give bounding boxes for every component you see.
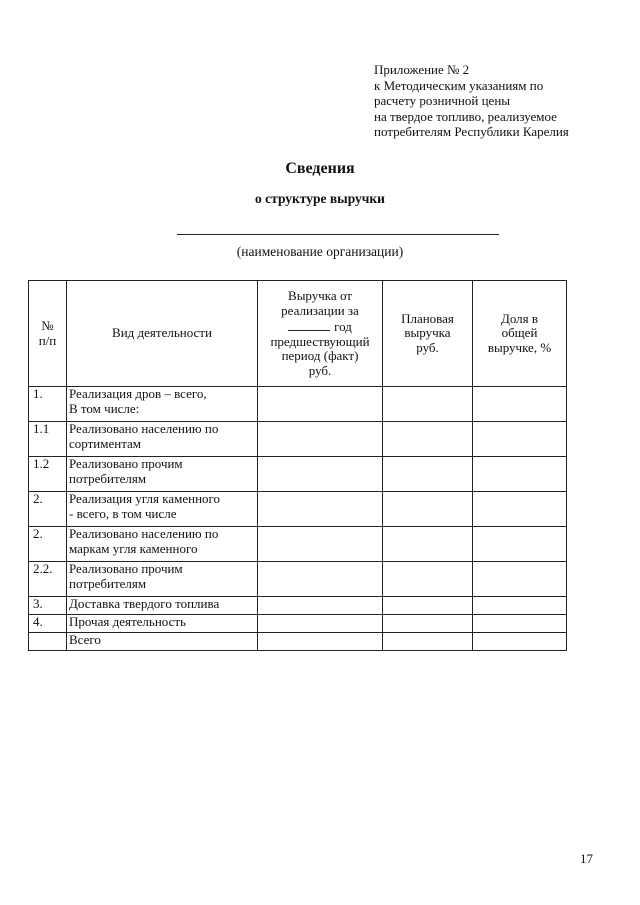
row-number: 1.	[29, 387, 67, 422]
activity-text: В том числе:	[69, 400, 140, 416]
cell-revenue-fact[interactable]	[258, 562, 383, 597]
cell-share[interactable]	[473, 457, 567, 492]
year-blank	[288, 318, 330, 331]
header-number	[29, 281, 67, 387]
header-text: общей	[501, 325, 538, 341]
cell-planned-revenue[interactable]	[383, 492, 473, 527]
activity-text: маркам угля каменного	[69, 540, 198, 556]
header-text: руб.	[308, 362, 332, 378]
row-number: 1.2	[29, 457, 67, 492]
activity-text: Реализовано населению по	[69, 421, 219, 436]
cell-planned-revenue[interactable]	[383, 597, 473, 615]
appendix-note	[374, 62, 569, 140]
row-activity: Доставка твердого топлива	[67, 597, 258, 615]
page-number: 17	[580, 851, 593, 866]
header-revenue-fact	[258, 281, 383, 387]
header-text: предшествующий	[270, 333, 370, 349]
cell-planned-revenue[interactable]	[383, 633, 473, 651]
table-row	[29, 597, 567, 615]
cell-revenue-fact[interactable]	[258, 387, 383, 422]
document-title: Сведения	[285, 160, 355, 177]
cell-share[interactable]	[473, 633, 567, 651]
cell-planned-revenue[interactable]	[383, 387, 473, 422]
cell-planned-revenue[interactable]	[383, 615, 473, 633]
row-activity	[67, 492, 258, 527]
cell-share[interactable]	[473, 387, 567, 422]
cell-revenue-fact[interactable]	[258, 615, 383, 633]
row-number: 2.2.	[29, 562, 67, 597]
cell-revenue-fact[interactable]	[258, 527, 383, 562]
table-row	[29, 422, 567, 457]
row-activity: Прочая деятельность	[67, 615, 258, 633]
organization-name-line	[177, 234, 499, 235]
activity-text: Реализовано населению по	[69, 526, 219, 541]
cell-planned-revenue[interactable]	[383, 422, 473, 457]
cell-share[interactable]	[473, 492, 567, 527]
row-activity	[67, 422, 258, 457]
cell-revenue-fact[interactable]	[258, 492, 383, 527]
table-row	[29, 387, 567, 422]
row-number: 4.	[29, 615, 67, 633]
header-activity: Вид деятельности	[67, 281, 258, 387]
row-number: 2.	[29, 492, 67, 527]
header-text: Выручка от	[288, 288, 352, 303]
activity-text: Реализация угля каменного	[69, 491, 221, 506]
row-activity	[67, 527, 258, 562]
header-text: период (факт)	[281, 348, 359, 363]
activity-text: Реализация дров – всего,	[69, 386, 207, 401]
appendix-line: к Методическим указаниям по	[374, 77, 544, 93]
header-text: Плановая	[401, 310, 454, 326]
header-text: выручка	[404, 325, 451, 341]
header-text: реализации за	[281, 302, 359, 318]
cell-planned-revenue[interactable]	[383, 527, 473, 562]
activity-text: - всего, в том числе	[69, 505, 177, 521]
table-row	[29, 492, 567, 527]
activity-text: Реализовано прочим	[69, 561, 183, 576]
table-row	[29, 562, 567, 597]
document-subtitle: о структуре выручки	[255, 191, 385, 206]
appendix-line: потребителям Республики Карелия	[374, 124, 569, 140]
cell-revenue-fact[interactable]	[258, 633, 383, 651]
header-text: Доля в	[500, 310, 539, 326]
row-activity	[67, 387, 258, 422]
row-number	[29, 633, 67, 651]
header-text: №	[41, 318, 54, 333]
header-text: п/п	[38, 332, 57, 348]
activity-text: Реализовано прочим	[69, 456, 183, 471]
table-row	[29, 457, 567, 492]
row-number: 1.1	[29, 422, 67, 457]
cell-share[interactable]	[473, 597, 567, 615]
row-activity: Всего	[67, 633, 258, 651]
row-activity	[67, 457, 258, 492]
row-number: 2.	[29, 527, 67, 562]
table-row	[29, 615, 567, 633]
row-number: 3.	[29, 597, 67, 615]
organization-caption: (наименование организации)	[236, 244, 404, 259]
row-activity	[67, 562, 258, 597]
cell-share[interactable]	[473, 422, 567, 457]
header-planned-revenue	[383, 281, 473, 387]
activity-text: потребителям	[69, 470, 147, 486]
header-share	[473, 281, 567, 387]
header-text: год	[334, 319, 352, 334]
activity-text: потребителям	[69, 575, 147, 591]
cell-share[interactable]	[473, 527, 567, 562]
cell-share[interactable]	[473, 562, 567, 597]
revenue-structure-table	[28, 280, 567, 651]
header-text: выручке, %	[487, 339, 552, 355]
appendix-line: расчету розничной цены	[374, 93, 511, 109]
header-text: руб.	[416, 339, 439, 355]
cell-planned-revenue[interactable]	[383, 562, 473, 597]
activity-text: сортиментам	[69, 435, 142, 451]
table-row	[29, 527, 567, 562]
cell-revenue-fact[interactable]	[258, 597, 383, 615]
cell-revenue-fact[interactable]	[258, 422, 383, 457]
table-header-row	[29, 281, 567, 387]
cell-share[interactable]	[473, 615, 567, 633]
appendix-line: на твердое топливо, реализуемое	[374, 108, 557, 124]
cell-revenue-fact[interactable]	[258, 457, 383, 492]
appendix-line: Приложение № 2	[374, 62, 470, 77]
cell-planned-revenue[interactable]	[383, 457, 473, 492]
table-row-total	[29, 633, 567, 651]
